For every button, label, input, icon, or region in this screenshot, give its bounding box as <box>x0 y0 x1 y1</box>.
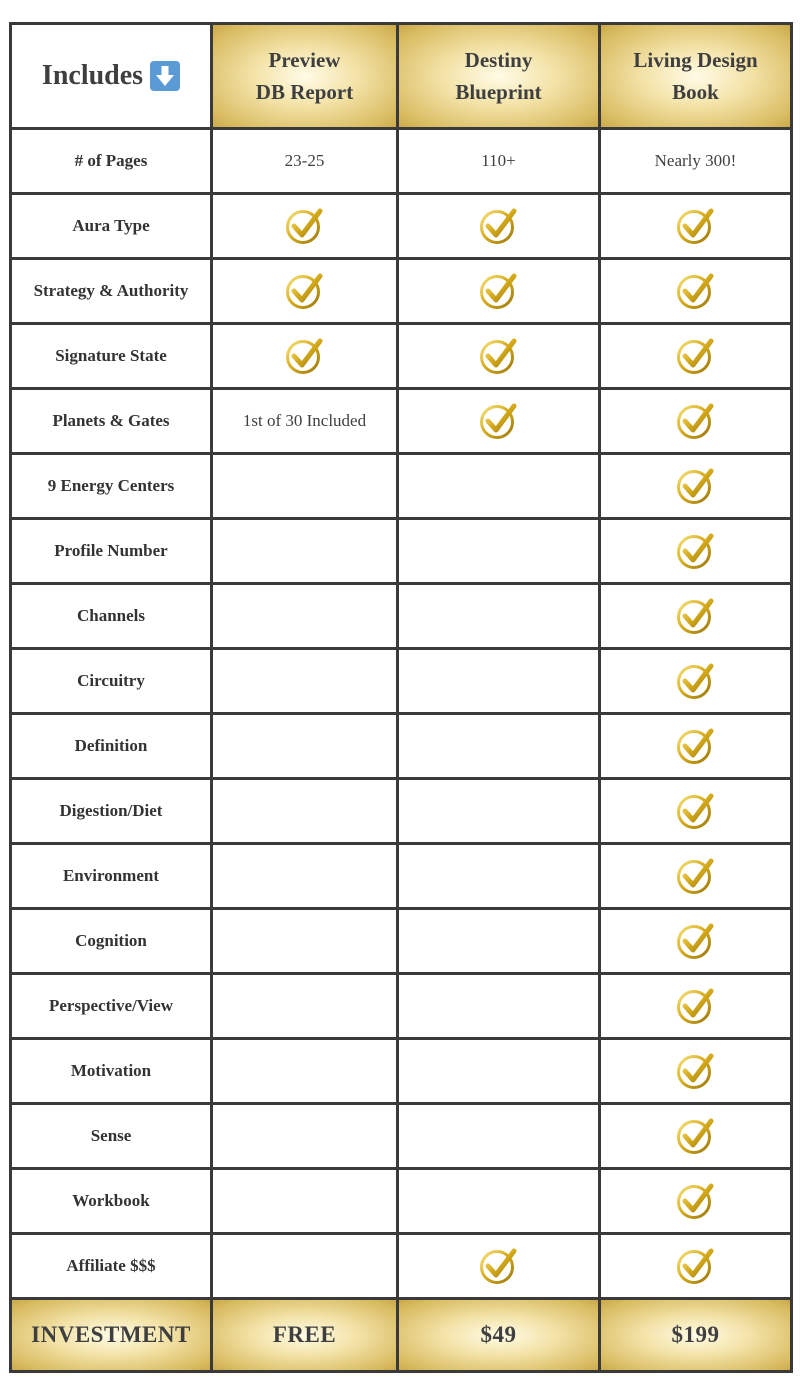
checkmark-icon <box>285 336 325 376</box>
checkmark-icon <box>479 336 519 376</box>
table-cell <box>212 714 398 779</box>
column-header-label: Preview DB Report <box>255 48 354 104</box>
table-cell <box>212 844 398 909</box>
row-label-cell <box>11 1104 212 1169</box>
row-label-cell <box>11 1169 212 1234</box>
header-row <box>11 24 792 129</box>
table-row <box>11 454 792 519</box>
table-row <box>11 909 792 974</box>
checkmark-icon <box>479 1246 519 1286</box>
table-row <box>11 1234 792 1299</box>
table-cell <box>600 454 792 519</box>
table-cell <box>212 389 398 454</box>
table-cell <box>600 779 792 844</box>
checkmark-icon <box>676 856 716 896</box>
cell-value: 110+ <box>481 151 516 170</box>
investment-label: INVESTMENT <box>31 1322 191 1347</box>
table-row <box>11 974 792 1039</box>
row-label: Signature State <box>55 346 167 365</box>
row-label: 9 Energy Centers <box>47 476 175 495</box>
includes-label: Includes <box>41 60 144 91</box>
row-label-cell <box>11 519 212 584</box>
price-cell <box>398 1299 600 1372</box>
table-cell <box>398 454 600 519</box>
table-cell <box>600 584 792 649</box>
checkmark-icon <box>676 271 716 311</box>
row-label: Planets & Gates <box>52 411 170 430</box>
table-cell <box>398 1234 600 1299</box>
table-cell <box>212 454 398 519</box>
row-label-cell <box>11 324 212 389</box>
checkmark-icon <box>676 401 716 441</box>
table-row <box>11 779 792 844</box>
checkmark-icon <box>285 271 325 311</box>
cell-value: 1st of 30 Included <box>242 411 367 430</box>
price-cell <box>212 1299 398 1372</box>
cell-value: Nearly 300! <box>654 151 737 170</box>
table-cell <box>398 584 600 649</box>
table-cell <box>600 714 792 779</box>
row-label: Motivation <box>70 1061 152 1080</box>
table-cell <box>398 649 600 714</box>
table-cell <box>600 1039 792 1104</box>
column-header-living <box>600 24 792 129</box>
table-cell <box>398 1169 600 1234</box>
checkmark-icon <box>676 661 716 701</box>
table-cell <box>600 129 792 194</box>
table-cell <box>398 1104 600 1169</box>
row-label: Perspective/View <box>49 996 173 1015</box>
checkmark-icon <box>676 1116 716 1156</box>
table-cell <box>600 1234 792 1299</box>
row-label: Cognition <box>75 931 147 950</box>
table-cell <box>212 649 398 714</box>
row-label: Strategy & Authority <box>33 281 189 300</box>
table-row <box>11 389 792 454</box>
row-label: Aura Type <box>72 216 150 235</box>
investment-row <box>11 1299 792 1372</box>
row-label: Channels <box>76 606 146 625</box>
table-row <box>11 129 792 194</box>
checkmark-icon <box>676 921 716 961</box>
row-label-cell <box>11 649 212 714</box>
column-header-label: Destiny Blueprint <box>455 48 542 104</box>
table-row <box>11 1104 792 1169</box>
row-label-cell <box>11 714 212 779</box>
row-label-cell <box>11 129 212 194</box>
checkmark-icon <box>676 596 716 636</box>
row-label: Affiliate $$$ <box>66 1256 156 1275</box>
table-row <box>11 519 792 584</box>
table-cell <box>212 1234 398 1299</box>
table-cell <box>398 779 600 844</box>
table-row <box>11 584 792 649</box>
table-cell <box>398 974 600 1039</box>
table-cell <box>212 324 398 389</box>
table-cell <box>212 519 398 584</box>
checkmark-icon <box>676 1181 716 1221</box>
table-cell <box>212 779 398 844</box>
table-cell <box>212 974 398 1039</box>
row-label-cell <box>11 909 212 974</box>
checkmark-icon <box>676 336 716 376</box>
table-cell <box>600 519 792 584</box>
row-label-cell <box>11 259 212 324</box>
table-cell <box>600 194 792 259</box>
table-row <box>11 259 792 324</box>
table-cell <box>212 1039 398 1104</box>
table-cell <box>212 909 398 974</box>
table-row <box>11 324 792 389</box>
row-label-cell <box>11 1039 212 1104</box>
table-cell <box>398 259 600 324</box>
table-cell <box>398 1039 600 1104</box>
table-cell <box>600 649 792 714</box>
table-cell <box>212 584 398 649</box>
checkmark-icon <box>676 206 716 246</box>
row-label-cell <box>11 974 212 1039</box>
table-row <box>11 844 792 909</box>
checkmark-icon <box>676 726 716 766</box>
checkmark-icon <box>676 1051 716 1091</box>
row-label-cell <box>11 844 212 909</box>
row-label-cell <box>11 1234 212 1299</box>
row-label: Workbook <box>72 1191 150 1210</box>
table-cell <box>212 1104 398 1169</box>
table-cell <box>398 324 600 389</box>
table-cell <box>600 909 792 974</box>
checkmark-icon <box>676 986 716 1026</box>
table-cell <box>212 259 398 324</box>
includes-cell <box>11 24 212 129</box>
checkmark-icon <box>285 206 325 246</box>
table-cell <box>212 1169 398 1234</box>
price-value: $199 <box>671 1322 720 1347</box>
table-row <box>11 1169 792 1234</box>
row-label: Sense <box>90 1126 132 1145</box>
table-cell <box>600 324 792 389</box>
table-cell <box>600 974 792 1039</box>
column-header-preview <box>212 24 398 129</box>
table-cell <box>212 194 398 259</box>
table-cell <box>212 129 398 194</box>
checkmark-icon <box>676 466 716 506</box>
checkmark-icon <box>479 206 519 246</box>
table-cell <box>600 1104 792 1169</box>
table-cell <box>398 129 600 194</box>
row-label: Digestion/Diet <box>59 801 163 820</box>
checkmark-icon <box>479 271 519 311</box>
table-row <box>11 1039 792 1104</box>
checkmark-icon <box>676 531 716 571</box>
row-label: Profile Number <box>54 541 168 560</box>
column-header-label: Living Design Book <box>633 48 758 104</box>
price-value: FREE <box>272 1322 337 1347</box>
table-row <box>11 194 792 259</box>
table-cell <box>398 714 600 779</box>
table-cell <box>398 389 600 454</box>
checkmark-icon <box>676 1246 716 1286</box>
row-label-cell <box>11 584 212 649</box>
down-arrow-icon <box>150 61 180 91</box>
table-cell <box>600 1169 792 1234</box>
row-label: # of Pages <box>74 151 148 170</box>
row-label-cell <box>11 194 212 259</box>
investment-label-cell <box>11 1299 212 1372</box>
price-value: $49 <box>480 1322 517 1347</box>
row-label: Environment <box>62 866 160 885</box>
table-cell <box>398 519 600 584</box>
row-label: Definition <box>74 736 148 755</box>
comparison-table <box>9 22 793 1373</box>
table-cell <box>398 909 600 974</box>
table-cell <box>600 259 792 324</box>
column-header-destiny <box>398 24 600 129</box>
table-cell <box>600 844 792 909</box>
price-cell <box>600 1299 792 1372</box>
row-label-cell <box>11 454 212 519</box>
checkmark-icon <box>676 791 716 831</box>
row-label: Circuitry <box>77 671 145 690</box>
checkmark-icon <box>479 401 519 441</box>
table-row <box>11 714 792 779</box>
cell-value: 23-25 <box>284 151 325 170</box>
table-cell <box>398 844 600 909</box>
row-label-cell <box>11 779 212 844</box>
row-label-cell <box>11 389 212 454</box>
table-cell <box>398 194 600 259</box>
table-cell <box>600 389 792 454</box>
table-row <box>11 649 792 714</box>
